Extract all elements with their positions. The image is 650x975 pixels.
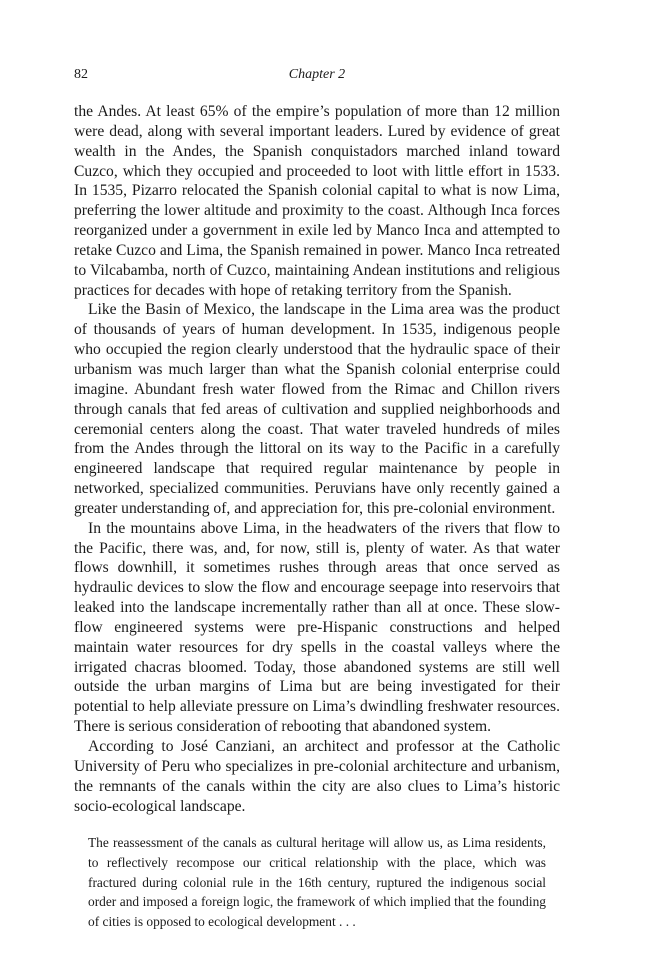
- body-text: [74, 102, 560, 816]
- paragraph-2: Like the Basin of Mexico, the landscape in the Lima area was the product of thousands of years of human development. In 1535, indigenous people who occupied the region clearly understood that the hydraulic space of their urbanism was much larger than what the Spanish colonial enterprise could imagine. Abundant fresh water flowed from the Rimac and Chillon rivers through canals that fed areas of cultivation and supplied neighborhoods and ceremonial centers along the coast. That water traveled hundreds of miles from the Andes through the littoral on its way to the Pacific in a carefully engineered landscape that required regular maintenance by people in networked, specialized communities. Peruvians have only recently gained a greater understanding of, and appreciation for, this pre-colonial environment.: [74, 301, 560, 517]
- block-quote: [88, 833, 546, 931]
- page-number: 82: [74, 67, 88, 82]
- book-page: [74, 66, 560, 931]
- paragraph-1: the Andes. At least 65% of the empire’s population of more than 12 million were dead, along with several important leaders. Lured by evidence of great wealth in the Andes, the Spanish conquistadors marched inland toward Cuzco, which they occupied and proceeded to loot with little effort in 1533. In 1535, Pizarro relocated the Spanish colonial capital to what is now Lima, preferring the lower altitude and proximity to the coast. Although Inca forces reorganized under a government in exile led by Manco Inca and attempted to retake Cuzco and Lima, the Spanish remained in power. Manco Inca retreated to Vilcabamba, north of Cuzco, maintaining Andean institutions and religious practices for decades with hope of retaking territory from the Spanish.: [74, 103, 560, 299]
- running-head: [74, 66, 560, 88]
- paragraph-4: According to José Canziani, an architect and professor at the Catholic University of Peru who specializes in pre-colonial architecture and urbanism, the remnants of the canals within the city are also clues to Lima’s historic socio-ecological landscape.: [74, 738, 560, 815]
- chapter-title: Chapter 2: [288, 67, 346, 82]
- paragraph-3: In the mountains above Lima, in the headwaters of the rivers that flow to the Pacific, there was, and, for now, still is, plenty of water. As that water flows downhill, it sometimes rushes through areas that once served as hydraulic devices to slow the flow and encourage seepage into reservoirs that leaked into the landscape incrementally rather than all at once. These slow-flow engineered systems were pre-Hispanic constructions and helped maintain water resources for dry spells in the coastal valleys where the irrigated chacras bloomed. Today, those abandoned systems are still well outside the urban margins of Lima but are being investigated for their potential to help alleviate pressure on Lima’s dwindling freshwater resources. There is serious consideration of rebooting that abandoned system.: [74, 519, 560, 736]
- block-quote-text: The reassessment of the canals as cultural heritage will allow us, as Lima residents, to reflectively recompose our critical relationship with the place, which was fractured during colonial rule in the 16th century, ruptured the indigenous social order and imposed a foreign logic, the framework of which implied that the founding of cities is opposed to ecological development . . .: [88, 835, 546, 929]
